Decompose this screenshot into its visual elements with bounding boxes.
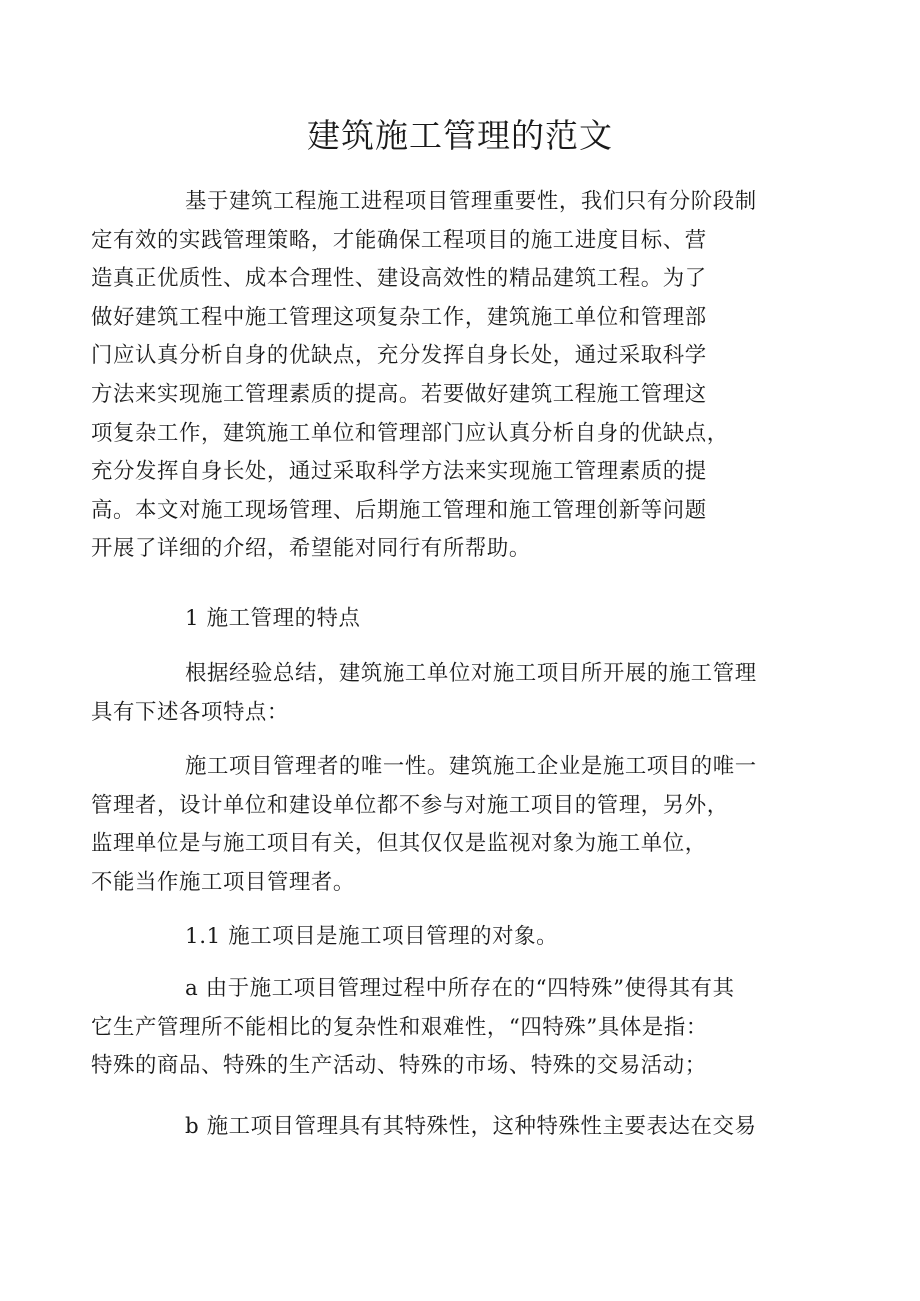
paragraph-line: 开展了详细的介绍，希望能对同行有所帮助。 bbox=[91, 536, 531, 562]
item-b-paragraph bbox=[138, 1108, 798, 1147]
paragraph-line: 高。本文对施工现场管理、后期施工管理和施工管理创新等问题 bbox=[91, 497, 707, 523]
paragraph-line: 做好建筑工程中施工管理这项复杂工作，建筑施工单位和管理部 bbox=[91, 304, 707, 330]
section1-paragraph bbox=[91, 655, 798, 732]
paragraph-line: 根据经验总结，建筑施工单位对施工项目所开展的施工管理 bbox=[185, 661, 757, 686]
section-heading: 1 施工管理的特点 bbox=[185, 606, 361, 631]
intro-paragraph bbox=[91, 183, 798, 569]
paragraph-line: 管理者，设计单位和建设单位都不参与对施工项目的管理，另外， bbox=[91, 792, 729, 818]
paragraph-line: a 由于施工项目管理过程中所存在的“四特殊”使得其有其 bbox=[185, 976, 735, 1001]
paragraph-line: 造真正优质性、成本合理性、建设高效性的精品建筑工程。为了 bbox=[91, 266, 707, 292]
paragraph-line: 它生产管理所不能相比的复杂性和艰难性，“四特殊”具体是指： bbox=[91, 1014, 708, 1040]
paragraph-line: 门应认真分析自身的优缺点，充分发挥自身长处，通过采取科学 bbox=[91, 343, 707, 369]
paragraph-line: 施工项目管理者的唯一性。建筑施工企业是施工项目的唯一 bbox=[185, 754, 757, 779]
item-a-paragraph bbox=[91, 970, 798, 1086]
paragraph-line: 定有效的实践管理策略，才能确保工程项目的施工进度目标、营 bbox=[91, 227, 707, 253]
paragraph-line: 特殊的商品、特殊的生产活动、特殊的市场、特殊的交易活动； bbox=[91, 1053, 707, 1079]
paragraph-line: 具有下述各项特点： bbox=[91, 699, 289, 725]
uniqueness-paragraph bbox=[91, 748, 798, 902]
document-title: 建筑施工管理的范文 bbox=[307, 116, 613, 155]
paragraph-line: 充分发挥自身长处，通过采取科学方法来实现施工管理素质的提 bbox=[91, 459, 707, 485]
paragraph-line: 不能当作施工项目管理者。 bbox=[91, 869, 355, 895]
paragraph-line: 方法来实现施工管理素质的提高。若要做好建筑工程施工管理这 bbox=[91, 381, 707, 407]
paragraph-line: b 施工项目管理具有其特殊性，这种特殊性主要表达在交易 bbox=[185, 1114, 757, 1139]
paragraph-line: 基于建筑工程施工进程项目管理重要性，我们只有分阶段制 bbox=[185, 189, 757, 214]
subsection-heading: 1.1 施工项目是施工项目管理的对象。 bbox=[185, 924, 559, 949]
paragraph-line: 监理单位是与施工项目有关，但其仅仅是监视对象为施工单位， bbox=[91, 831, 707, 857]
paragraph-line: 项复杂工作，建筑施工单位和管理部门应认真分析自身的优缺点， bbox=[91, 420, 729, 446]
